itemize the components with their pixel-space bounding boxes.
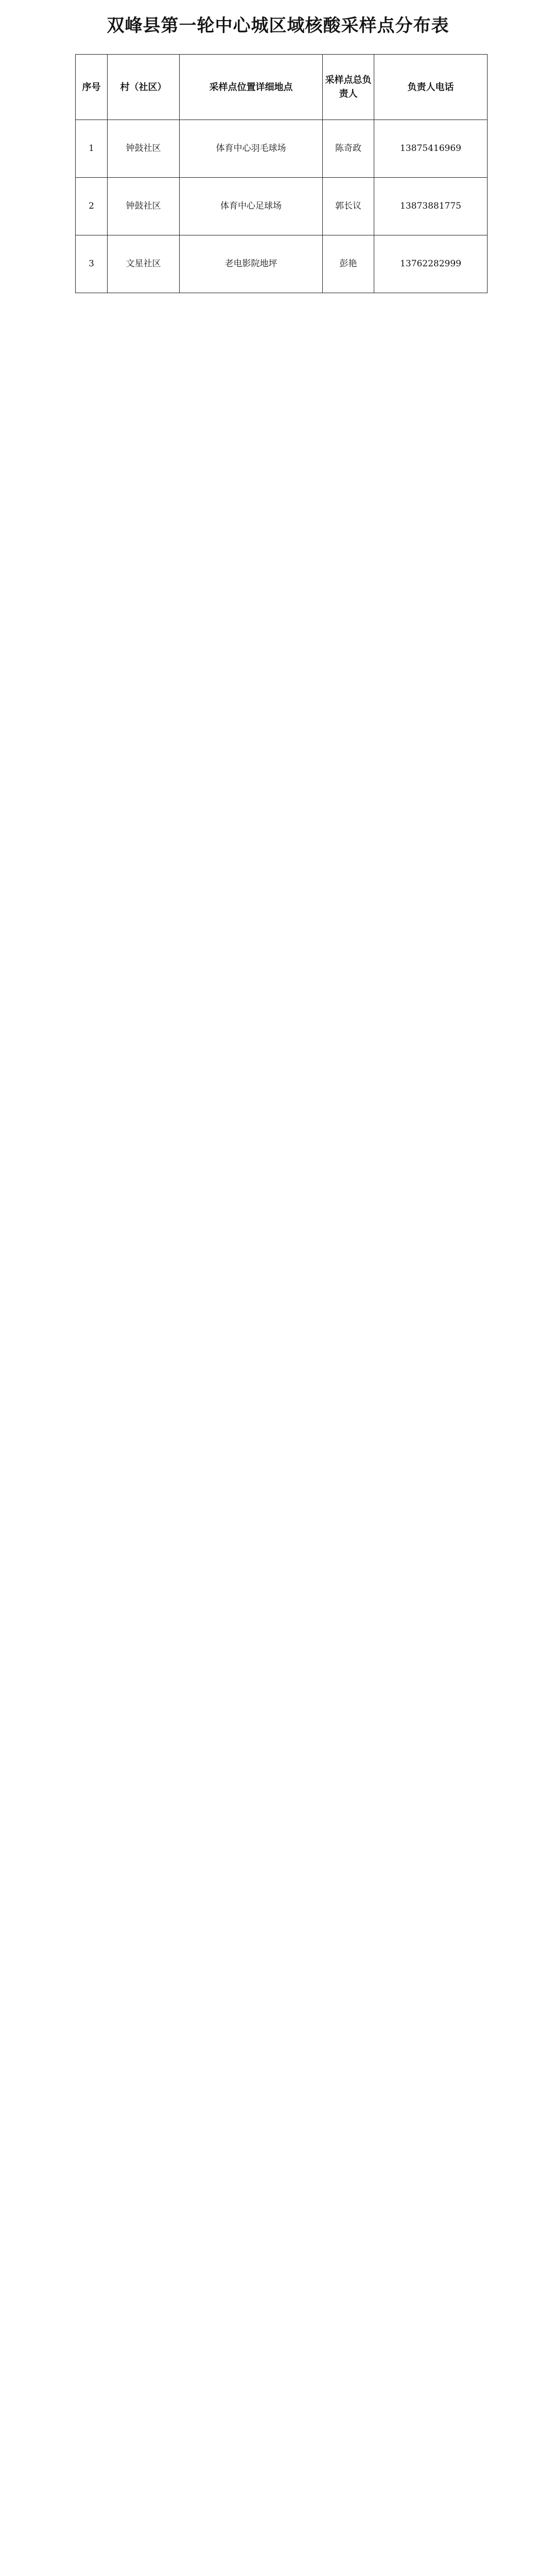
header-index: 序号	[76, 55, 108, 120]
header-leader: 采样点总负责人	[323, 55, 374, 120]
header-site: 采样点位置详细地点	[180, 55, 323, 120]
table-body	[76, 120, 488, 293]
row-phone: 13875416969	[374, 120, 488, 178]
row-index: 1	[76, 120, 108, 178]
row-leader: 彭艳	[323, 235, 374, 293]
row-site: 老电影院地坪	[180, 235, 323, 293]
row-community: 钟鼓社区	[108, 178, 180, 235]
table-row	[76, 178, 488, 235]
header-community: 村（社区）	[108, 55, 180, 120]
row-leader: 陈奇政	[323, 120, 374, 178]
table-row	[76, 120, 488, 178]
row-community: 钟鼓社区	[108, 120, 180, 178]
document-title: 双峰县第一轮中心城区域核酸采样点分布表	[107, 15, 449, 36]
table-header-row	[76, 55, 488, 120]
header-phone: 负责人电话	[374, 55, 488, 120]
row-site: 体育中心羽毛球场	[180, 120, 323, 178]
row-leader: 郭长议	[323, 178, 374, 235]
row-site: 体育中心足球场	[180, 178, 323, 235]
row-index: 3	[76, 235, 108, 293]
sampling-site-table	[75, 54, 488, 293]
table-row	[76, 235, 488, 293]
row-community: 文星社区	[108, 235, 180, 293]
row-index: 2	[76, 178, 108, 235]
row-phone: 13762282999	[374, 235, 488, 293]
row-phone: 13873881775	[374, 178, 488, 235]
